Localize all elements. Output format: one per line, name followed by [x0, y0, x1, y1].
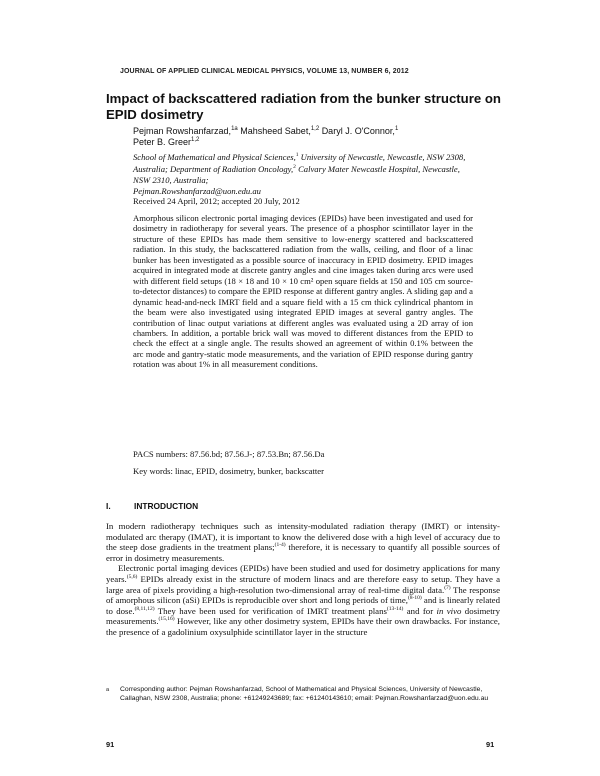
- received-dates: Received 24 April, 2012; accepted 20 July, 2012: [133, 196, 300, 206]
- author-affil-mark: 1,2: [191, 137, 200, 143]
- footnote-text: Corresponding author: Pejman Rowshanfarzad, School of Mathematical and Physical Sciences, University of Newcastle, Callaghan, NSW 2308, Australia; phone: +61249243689; fax: +61240143610; email: Pejman.Rowshanfarzad@uon.edu.au: [120, 686, 489, 702]
- text-run: In modern radiotherapy techniques such as intensity-modulated radiation therapy (IMRT) or intensity-modulated arc therapy (IMAT), it is important to know the delivered dose with a high level of accuracy due to the steep dose gradients in the treatment plans;: [106, 521, 500, 553]
- italic-term: in vivo: [436, 605, 462, 616]
- text-run: However, like any other dosimetry system, EPIDs have their own drawbacks. For instance, the presence of a gadolinium oxysulphide scintillator layer in the structure: [106, 616, 500, 637]
- text-run: therefore, it is necessary to quantify all possible sources of error in dosimetry measurements.: [106, 542, 500, 563]
- journal-header: JOURNAL OF APPLIED CLINICAL MEDICAL PHYSICS, VOLUME 13, NUMBER 6, 2012: [120, 68, 409, 75]
- footnote-mark: a: [106, 687, 110, 693]
- author-list: [133, 126, 473, 148]
- citation: (1-4): [274, 542, 286, 549]
- author-name: Peter B. Greer: [133, 137, 192, 147]
- affiliation-university: University of Newcastle, Newcastle, NSW 2308, Australia; Department of Radiation Oncology,: [133, 151, 466, 175]
- author-name: Pejman Rowshanfarzad,: [133, 126, 232, 136]
- affiliation-hospital: Calvary Mater Newcastle Hospital, Newcastle, NSW 2310, Australia;: [133, 164, 460, 185]
- paragraph: [106, 521, 500, 563]
- author-affil-mark: 1a: [231, 126, 238, 132]
- text-run: EPIDs already exist in the structure of modern linacs and are therefore easy to setup. They have a large area of pixels providing a high-resolution two-dimensional array of real-time digital data.: [106, 573, 500, 595]
- citation: (8,11,12): [134, 605, 155, 612]
- text-run: and is linearly related to dose.: [106, 595, 500, 616]
- page-number-right: 91: [486, 740, 495, 749]
- text-run: They have been used for verification of IMRT treatment plans: [154, 605, 387, 616]
- text-run: dosimetry measurements.: [106, 605, 500, 627]
- footnote: [106, 686, 500, 703]
- introduction-body: [106, 521, 500, 638]
- page-number-left: 91: [106, 740, 115, 749]
- affiliations: [133, 150, 473, 196]
- citation: (7): [444, 584, 451, 591]
- abstract: Amorphous silicon electronic portal imaging devices (EPIDs) have been investigated and used for dosimetry in radiotherapy for several years. The presence of a phosphor scintillator layer in the structure of these EPIDs has made them sensitive to low-energy scattered and backscattered radiation. In this study, the backscattered radiation from the walls, ceiling, and floor of a linac bunker has been investigated as a possible source of inaccuracy in EPID dosimetry. EPID images acquired in integrated mode at discrete gantry angles and cine images taken during arcs were used with different field setups (18 × 18 and 10 × 10 cm² open square fields at 150 and 105 cm source-to-detector distances) to compare the EPID response at different gantry angles. A sliding gap and a dynamic head-and-neck IMRT field and a square field with a 15 cm thick cylindrical phantom in the beam were also investigated using integrated EPID images at several gantry angles. The contribution of linac output variations at different angles was evaluated using a 2D array of ion chambers. In addition, a portable brick wall was moved to different distances from the EPID to check the effect at a single angle. The results showed an agreement of within 0.1% between the arc mode and gantry-static mode measurements, and the variation of EPID response during gantry rotation was about 1% in all measurement conditions.: [133, 213, 473, 370]
- text-run: Electronic portal imaging devices (EPIDs) have been studied and used for dosimetry applications for many years.: [106, 563, 500, 584]
- affiliation-school: School of Mathematical and Physical Sciences,: [133, 151, 296, 162]
- keywords: Key words: linac, EPID, dosimetry, bunker, backscatter: [133, 466, 324, 476]
- citation: (8-10): [407, 595, 422, 602]
- citation: (15,16): [158, 616, 175, 623]
- article-title: Impact of backscattered radiation from the bunker structure on EPID dosimetry: [106, 91, 501, 122]
- paragraph: [106, 563, 500, 637]
- affil-mark: 2: [293, 164, 296, 171]
- author-name: Daryl J. O'Connor,: [321, 126, 395, 136]
- affil-mark: 1: [295, 152, 299, 158]
- section-heading: [106, 501, 198, 511]
- section-title: INTRODUCTION: [134, 501, 199, 511]
- author-name: Mahsheed Sabet,: [240, 126, 311, 136]
- author-affil-mark: 1,2: [310, 126, 320, 132]
- citation: (5,6): [126, 574, 138, 581]
- author-affil-mark: 1: [394, 126, 399, 132]
- pacs-numbers: PACS numbers: 87.56.bd; 87.56.J-; 87.53.Bn; 87.56.Da: [133, 449, 325, 459]
- citation: (13-14): [386, 605, 404, 612]
- author-email[interactable]: Pejman.Rowshanfarzad@uon.edu.au: [133, 185, 261, 196]
- text-run: The response of amorphous silicon (aSi) EPIDs is reproducible over short and long periods of time,: [106, 584, 500, 606]
- text-run: and for: [403, 605, 437, 616]
- section-number: I.: [106, 501, 111, 511]
